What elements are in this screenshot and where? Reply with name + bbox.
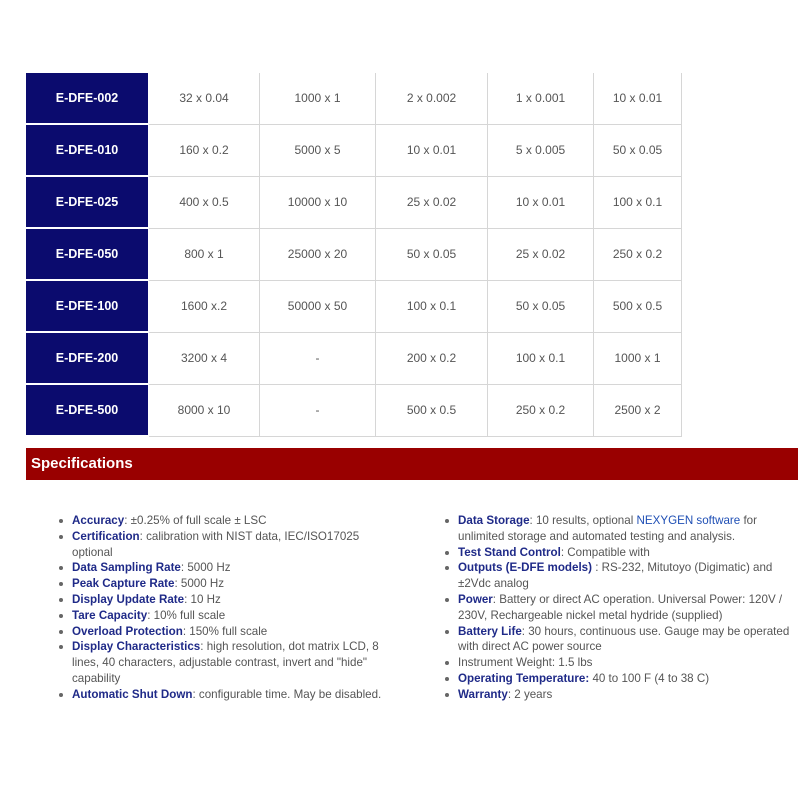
table-cell: 160 x 0.2 <box>149 124 260 176</box>
spec-label: Peak Capture Rate <box>72 577 175 591</box>
spec-item <box>57 560 392 576</box>
spec-label: Certification <box>72 529 140 543</box>
spec-item-temperature: Operating Temperature: 40 to 100 F (4 to 38 C) <box>443 671 793 687</box>
table-row <box>26 124 682 176</box>
spec-item <box>57 687 392 703</box>
table-cell: 100 x 0.1 <box>594 176 682 228</box>
specifications-list-right <box>443 513 793 703</box>
spec-label: Display Update Rate <box>72 592 185 606</box>
table-cell: 25000 x 20 <box>260 228 376 280</box>
table-cell: 250 x 0.2 <box>488 384 594 436</box>
spec-label: Overload Protection <box>72 624 183 638</box>
table-cell: 50 x 0.05 <box>594 124 682 176</box>
specifications-header <box>26 448 798 480</box>
nexygen-software-link[interactable]: NEXYGEN software <box>636 514 741 527</box>
spec-item-battery: Battery Life: 30 hours, continuous use. Gauge may be operated with direct AC power source <box>443 624 793 656</box>
spec-item <box>57 513 392 529</box>
table-cell: 5 x 0.005 <box>488 124 594 176</box>
table-cell: 800 x 1 <box>149 228 260 280</box>
table-row <box>26 73 682 124</box>
spec-label: Data Sampling Rate <box>72 561 181 575</box>
spec-item <box>57 608 392 624</box>
table-cell: 25 x 0.02 <box>488 228 594 280</box>
table-cell: 250 x 0.2 <box>594 228 682 280</box>
table-row <box>26 228 682 280</box>
table-cell: 10 x 0.01 <box>594 73 682 124</box>
spec-value: : 10% full scale <box>147 608 226 622</box>
spec-value: : 5000 Hz <box>180 561 231 575</box>
table-cell: 50 x 0.05 <box>376 228 488 280</box>
spec-item <box>57 576 392 592</box>
spec-label: Display Characteristics <box>72 640 201 654</box>
table-cell: 100 x 0.1 <box>376 280 488 332</box>
table-cell: 10000 x 10 <box>260 176 376 228</box>
spec-value: : calibration with NIST data, IEC/ISO17025 optional <box>72 529 360 559</box>
spec-value: : 150% full scale <box>182 624 268 638</box>
spec-item-data-storage: Data Storage: 10 results, optional NEXYGEN software for unlimited storage and automated testing and analysis. <box>443 513 793 545</box>
table-cell: - <box>260 384 376 436</box>
table-cell: 25 x 0.02 <box>376 176 488 228</box>
table-row <box>26 332 682 384</box>
spec-value: : configurable time. May be disabled. <box>192 687 382 701</box>
table-cell: 10 x 0.01 <box>488 176 594 228</box>
spec-value: : high resolution, dot matrix LCD, 8 lines, 40 characters, adjustable contrast, invert and "hide" capability <box>72 640 379 685</box>
table-cell: 2 x 0.002 <box>376 73 488 124</box>
model-capacity-table <box>26 73 682 437</box>
table-cell: 3200 x 4 <box>149 332 260 384</box>
spec-item-test-stand: Test Stand Control: Compatible with <box>443 545 793 561</box>
spec-value: : 5000 Hz <box>174 577 225 591</box>
spec-item-warranty: Warranty: 2 years <box>443 687 793 703</box>
specifications-list-left <box>57 513 392 703</box>
spec-item <box>57 592 392 608</box>
table-cell: 50 x 0.05 <box>488 280 594 332</box>
spec-item <box>57 624 392 640</box>
spec-item-weight: Instrument Weight: 1.5 lbs <box>443 655 793 671</box>
table-cell: 1000 x 1 <box>594 332 682 384</box>
table-cell: 2500 x 2 <box>594 384 682 436</box>
model-name-cell: E-DFE-025 <box>26 176 149 228</box>
model-name-cell: E-DFE-010 <box>26 124 149 176</box>
spec-value: : 10 Hz <box>184 592 221 606</box>
spec-label: Accuracy <box>72 514 125 527</box>
table-cell: - <box>260 332 376 384</box>
table-cell: 1600 x.2 <box>149 280 260 332</box>
spec-label: Automatic Shut Down <box>72 687 193 701</box>
spec-label: Tare Capacity <box>72 608 148 622</box>
model-name-cell: E-DFE-050 <box>26 228 149 280</box>
spec-item <box>57 529 392 561</box>
table-cell: 1000 x 1 <box>260 73 376 124</box>
table-cell: 100 x 0.1 <box>488 332 594 384</box>
table-row <box>26 176 682 228</box>
spec-item-power: Power: Battery or direct AC operation. Universal Power: 120V / 230V, Rechargeable nickel metal hydride (supplied) <box>443 592 793 624</box>
table-cell: 1 x 0.001 <box>488 73 594 124</box>
spec-item-outputs: Outputs (E-DFE models) : RS-232, Mitutoyo (Digimatic) and ±2Vdc analog <box>443 560 793 592</box>
model-name-cell: E-DFE-200 <box>26 332 149 384</box>
table-cell: 8000 x 10 <box>149 384 260 436</box>
table-cell: 50000 x 50 <box>260 280 376 332</box>
model-name-cell: E-DFE-002 <box>26 73 149 124</box>
table-cell: 10 x 0.01 <box>376 124 488 176</box>
table-cell: 5000 x 5 <box>260 124 376 176</box>
spec-value: : ±0.25% of full scale ± LSC <box>124 514 267 527</box>
table-cell: 500 x 0.5 <box>594 280 682 332</box>
table-cell: 400 x 0.5 <box>149 176 260 228</box>
table-row <box>26 280 682 332</box>
table-cell: 32 x 0.04 <box>149 73 260 124</box>
specifications-title: Specifications <box>31 455 133 472</box>
spec-item <box>57 639 392 686</box>
table-cell: 200 x 0.2 <box>376 332 488 384</box>
table-cell: 500 x 0.5 <box>376 384 488 436</box>
table-row <box>26 384 682 436</box>
model-name-cell: E-DFE-500 <box>26 384 149 436</box>
model-name-cell: E-DFE-100 <box>26 280 149 332</box>
